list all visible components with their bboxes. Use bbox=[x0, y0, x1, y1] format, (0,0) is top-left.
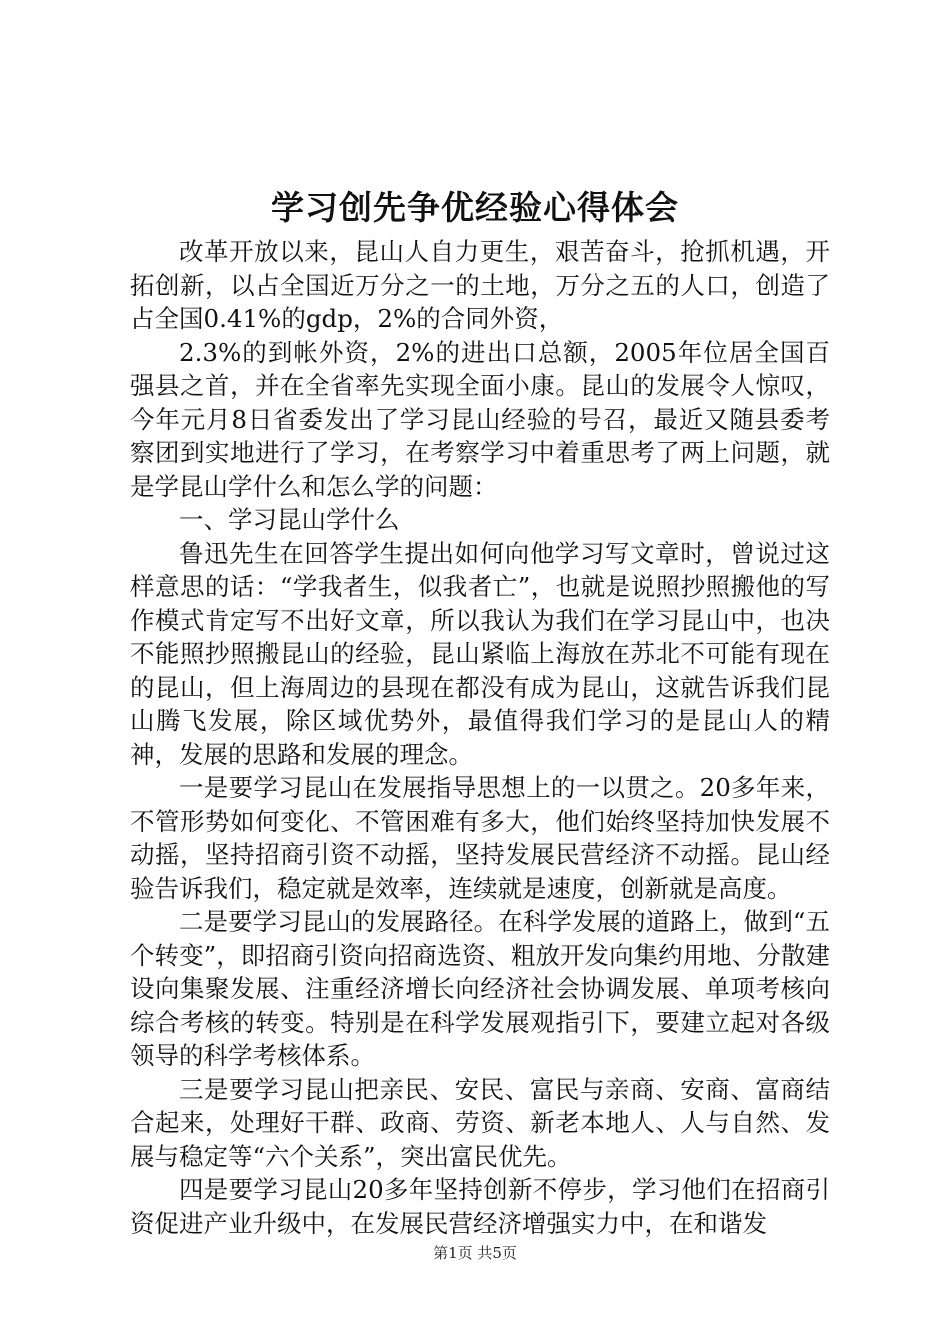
paragraph: 改革开放以来，昆山人自力更生，艰苦奋斗，抢抓机遇，开拓创新，以占全国近万分之一的土地，万分之五的人口，创造了占全国0.41%的gdp，2%的合同外资， bbox=[130, 237, 830, 333]
document-body bbox=[130, 235, 830, 1240]
paragraph: 一是要学习昆山在发展指导思想上的一以贯之。20多年来，不管形势如何变化、不管困难有多大，他们始终坚持加快发展不动摇，坚持招商引资不动摇，坚持发展民营经济不动摇。昆山经验告诉我们，稳定就是效率，连续就是速度，创新就是高度。 bbox=[130, 773, 830, 903]
document-title: 学习创先争优经验心得体会 bbox=[271, 188, 679, 227]
paragraph: 四是要学习昆山20多年坚持创新不停步，学习他们在招商引资促进产业升级中，在发展民营经济增强实力中，在和谐发 bbox=[130, 1175, 830, 1238]
paragraph: 三是要学习昆山把亲民、安民、富民与亲商、安商、富商结合起来，处理好干群、政商、劳资、新老本地人、人与自然、发展与稳定等“六个关系”，突出富民优先。 bbox=[130, 1074, 830, 1171]
page-footer: 第1页 共5页 bbox=[433, 1244, 517, 1262]
paragraph: 二是要学习昆山的发展路径。在科学发展的道路上，做到“五个转变”，即招商引资向招商选资、粗放开发向集约用地、分散建设向集聚发展、注重经济增长向经济社会协调发展、单项考核向综合考核的转变。特别是在科学发展观指引下，要建立起对各级领导的科学考核体系。 bbox=[130, 907, 830, 1070]
paragraph: 2.3%的到帐外资，2%的进出口总额，2005年位居全国百强县之首，并在全省率先实现全面小康。昆山的发展令人惊叹，今年元月8日省委发出了学习昆山经验的号召，最近又随县委考察团到实地进行了学习，在考察学习中着重思考了两上问题，就是学昆山学什么和怎么学的问题： bbox=[130, 337, 830, 501]
paragraph: 鲁迅先生在回答学生提出如何向他学习写文章时，曾说过这样意思的话：“学我者生，似我者亡”，也就是说照抄照搬他的写作模式肯定写不出好文章，所以我认为我们在学习昆山中，也决不能照抄照搬昆山的经验，昆山紧临上海放在苏北不可能有现在的昆山，但上海周边的县现在都没有成为昆山，这就告诉我们昆山腾飞发展，除区域优势外，最值得我们学习的是昆山人的精神，发展的思路和发展的理念。 bbox=[130, 538, 830, 769]
section-heading: 一、学习昆山学什么 bbox=[179, 505, 400, 534]
